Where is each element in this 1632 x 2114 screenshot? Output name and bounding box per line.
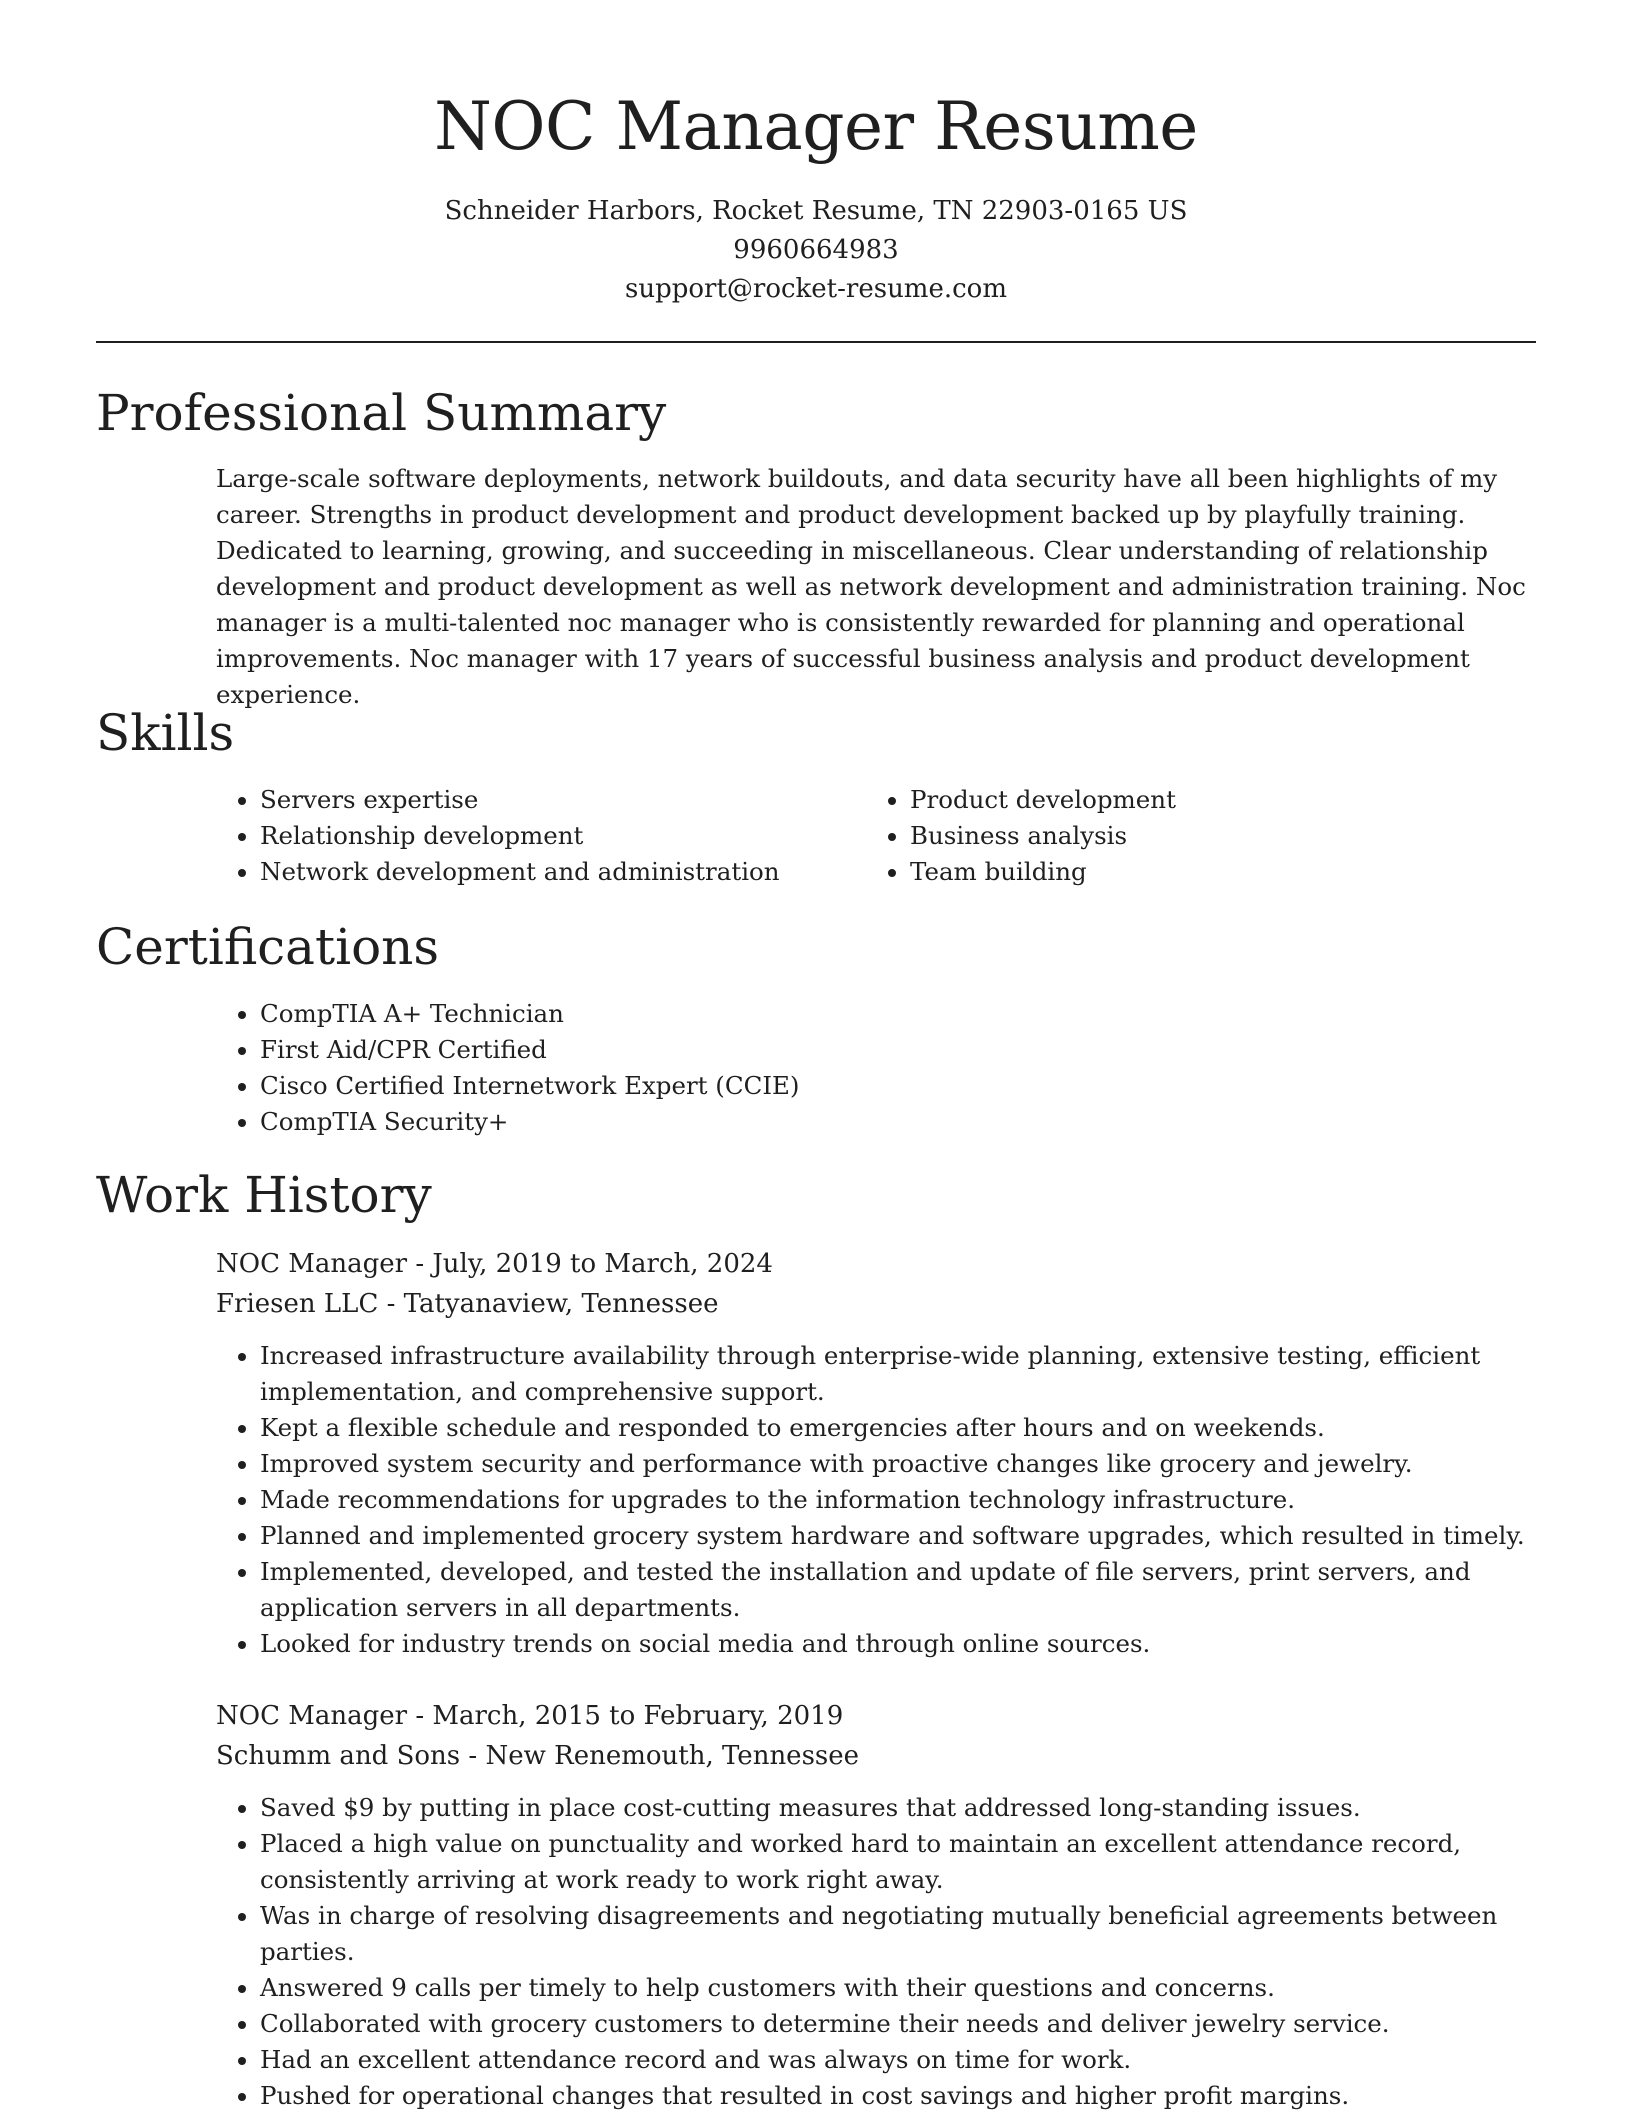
contact-address: Schneider Harbors, Rocket Resume, TN 22903-0165 US: [444, 196, 1188, 226]
skill-item: • Team building: [910, 854, 1510, 890]
work-history-heading: Work History: [96, 1166, 432, 1224]
job-bullet: • Was in charge of resolving disagreements and negotiating mutually beneficial agreements between parties.: [260, 1898, 1585, 1970]
contact-phone: 9960664983: [733, 235, 899, 265]
summary-heading: Professional Summary: [96, 384, 667, 442]
job-bullet: • Saved $9 by putting in place cost-cutting measures that addressed long-standing issues.: [260, 1790, 1585, 1826]
certifications-list: [216, 996, 1460, 1140]
job-bullets: [216, 1790, 1585, 2114]
job-company-line: Friesen LLC - Tatyanaview, Tennessee: [216, 1289, 719, 1319]
header-divider: [96, 341, 1536, 343]
job-bullet: • Pushed for operational changes that resulted in cost savings and higher profit margins.: [260, 2078, 1585, 2114]
job-bullet: • Implemented, developed, and tested the installation and update of file servers, print servers, and application servers in all departments.: [260, 1554, 1585, 1626]
job-bullet: • Had an excellent attendance record and was always on time for work.: [260, 2042, 1585, 2078]
skill-item: • Servers expertise: [260, 782, 860, 818]
skill-item: • Product development: [910, 782, 1510, 818]
job-bullet: • Kept a flexible schedule and responded to emergencies after hours and on weekends.: [260, 1410, 1585, 1446]
job-company-line: Schumm and Sons - New Renemouth, Tennessee: [216, 1741, 860, 1771]
contact-email: support@rocket-resume.com: [624, 274, 1007, 304]
certification-item: • First Aid/CPR Certified: [260, 1032, 1460, 1068]
certifications-heading: Certifications: [96, 918, 440, 976]
job-bullet: • Looked for industry trends on social media and through online sources.: [260, 1626, 1585, 1662]
job-bullet: • Improved system security and performance with proactive changes like grocery and jewelry.: [260, 1446, 1585, 1482]
resume-title: NOC Manager Resume: [434, 88, 1198, 165]
certification-item: • CompTIA Security+: [260, 1104, 1460, 1140]
summary-text: Large-scale software deployments, network buildouts, and data security have all been highlights of my career. Strengths in product development and product development backed up by playfully training. Dedicated to learning, growing, and succeeding in miscellaneous. Clear understanding of relationship development and product development as well as network development and administration training. Noc manager is a multi-talented noc manager who is consistently rewarded for planning and operational improvements. Noc manager with 17 years of successful business analysis and product development experience.: [216, 464, 1526, 709]
skills-list-left: [216, 782, 860, 890]
job-bullet: • Increased infrastructure availability through enterprise-wide planning, extensive testing, efficient implementation, and comprehensive support.: [260, 1338, 1585, 1410]
skill-item: • Relationship development: [260, 818, 860, 854]
skill-item: • Business analysis: [910, 818, 1510, 854]
job-title-line: NOC Manager - July, 2019 to March, 2024: [216, 1249, 773, 1279]
certification-item: • CompTIA A+ Technician: [260, 996, 1460, 1032]
job-bullets: [216, 1338, 1585, 1662]
job-bullet: • Planned and implemented grocery system hardware and software upgrades, which resulted in timely.: [260, 1518, 1585, 1554]
job-bullet: • Made recommendations for upgrades to the information technology infrastructure.: [260, 1482, 1585, 1518]
job-title-line: NOC Manager - March, 2015 to February, 2019: [216, 1701, 844, 1731]
skills-heading: Skills: [96, 704, 235, 762]
contact-block: [96, 192, 1536, 309]
skill-item: • Network development and administration: [260, 854, 860, 890]
job-bullet: • Collaborated with grocery customers to determine their needs and deliver jewelry service.: [260, 2006, 1585, 2042]
job-bullet: • Placed a high value on punctuality and worked hard to maintain an excellent attendance record, consistently arriving at work ready to work right away.: [260, 1826, 1585, 1898]
certification-item: • Cisco Certified Internetwork Expert (CCIE): [260, 1068, 1460, 1104]
skills-list-right: [866, 782, 1510, 890]
job-bullet: • Answered 9 calls per timely to help customers with their questions and concerns.: [260, 1970, 1585, 2006]
